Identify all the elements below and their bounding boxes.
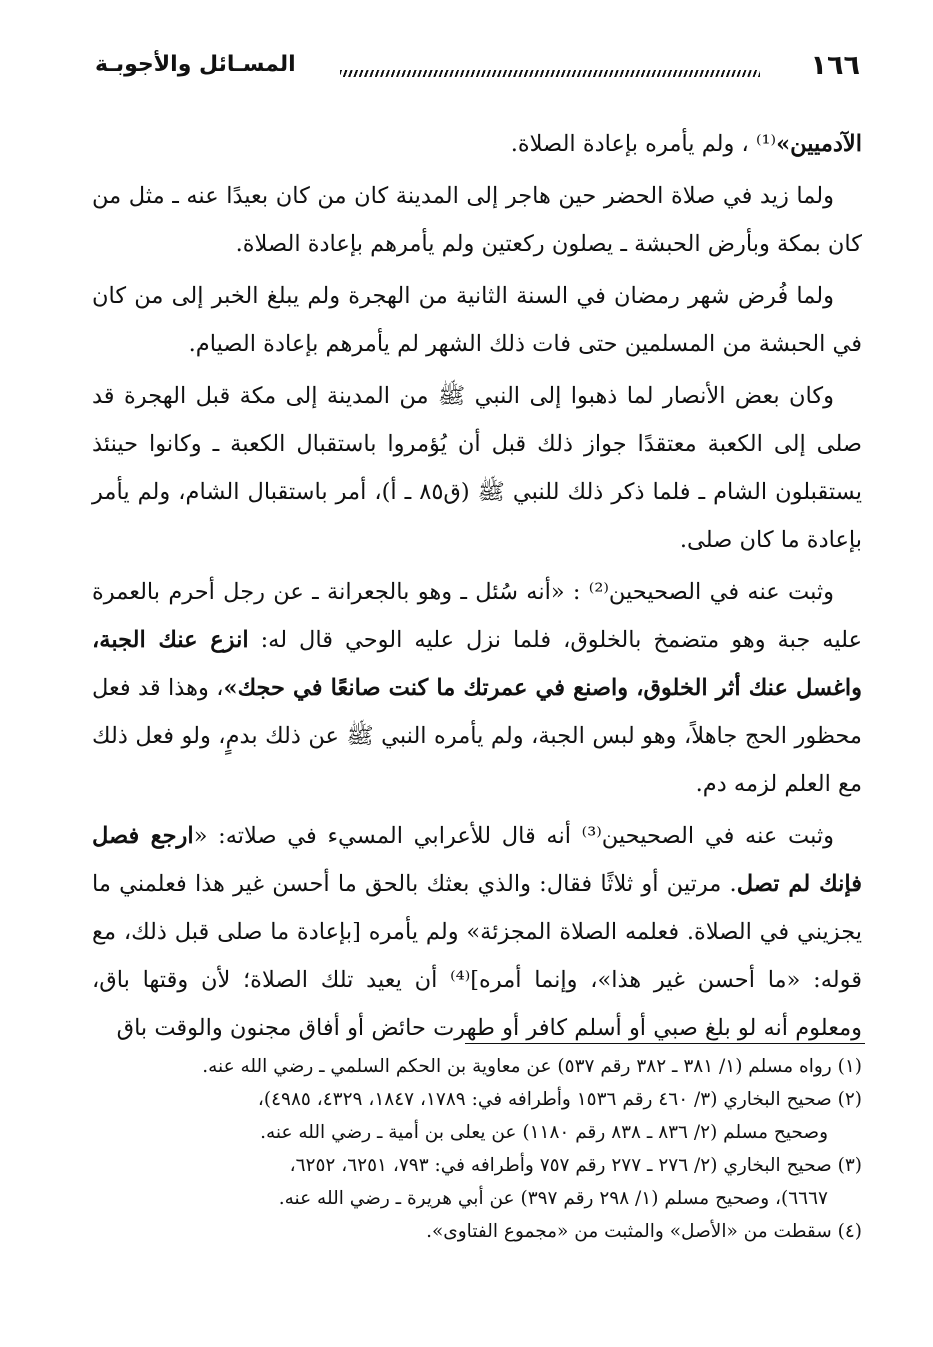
running-book-title: المسـائل والأجوبـة (95, 52, 296, 77)
paragraph-text: ⁽¹⁾ ، ولم يأمره بإعادة الصلاة. (510, 131, 777, 157)
paragraph (92, 120, 862, 168)
page-number: ١٦٦ (810, 50, 860, 81)
footnote-line: (٣) صحيح البخاري (٢/ ٢٧٦ ـ ٢٧٧ رقم ٧٥٧ وأطرافه في: ٧٩٣، ٦٢٥١، ٦٢٥٢، (289, 1155, 862, 1176)
footnote-line: وصحيح مسلم (٢/ ٨٣٦ ـ ٨٣٨ رقم ١١٨٠) عن يعلى بن أمية ـ رضي الله عنه. (260, 1122, 828, 1143)
emphasized-text: ارجع فصل فإنك لم تصل (92, 823, 862, 897)
footnote-separator (465, 1043, 865, 1044)
paragraph-text: وثبت عنه في الصحيحين⁽²⁾ : «أنه سُئل ـ وهو بالجعرانة ـ عن رجل أحرم بالعمرة عليه جبة وهو متضمخ بالخلوق، فلما نزل عليه الوحي قال له: (92, 579, 862, 653)
page-header (95, 50, 860, 92)
emphasized-text: انزع عنك الجبة، واغسل عنك أثر الخلوق، واصنع في عمرتك ما كنت صانعًا في حجك» (92, 627, 862, 701)
paragraph (92, 172, 862, 268)
footnote-line: (٤) سقطت من «الأصل» والمثبت من «مجموع الفتاوى». (426, 1221, 862, 1242)
paragraph (92, 272, 862, 368)
paragraph-text: ، وهذا قد فعل محظور الحج جاهلاً، وهو لبس الجبة، ولم يأمره النبي ﷺ عن ذلك بدمٍ، ولو فعل ذلك مع العلم لزمه دم. (92, 675, 862, 797)
paragraph-text: وثبت عنه في الصحيحين⁽³⁾ أنه قال للأعرابي المسيء في صلاته: « (193, 823, 834, 849)
paragraph (92, 568, 862, 808)
paragraph-text: . مرتين أو ثلاثًا فقال: والذي بعثك بالحق ما أحسن غير هذا فعلمني ما يجزيني في الصلاة. فعلمه الصلاة المجزئة» ولم يأمره [بإعادة ما صلى قبل ذلك، مع قوله: «ما أحسن غير هذا»، وإنما أمره]⁽⁴⁾ أن يعيد تلك الصلاة؛ لأن وقتها باق، ومعلوم أنه لو بلغ صبي أو أسلم كافر أو طهرت حائض أو أفاق مجنون والوقت باق (92, 871, 862, 1041)
paragraph (92, 372, 862, 564)
paragraph-text: ولما فُرض شهر رمضان في السنة الثانية من الهجرة ولم يبلغ الخبر إلى من كان في الحبشة من المسلمين حتى فات ذلك الشهر لم يأمرهم بإعادة الصيام. (92, 283, 862, 357)
footnotes (92, 1050, 862, 1248)
paragraph-text: وكان بعض الأنصار لما ذهبوا إلى النبي ﷺ من المدينة إلى مكة قبل الهجرة قد صلى إلى الكعبة معتقدًا جواز ذلك قبل أن يُؤمروا باستقبال الكعبة ـ وكانوا حينئذ يستقبلون الشام ـ فلما ذكر ذلك للنبي ﷺ (ق٨٥ ـ أ)، أمر باستقبال الشام، ولم يأمر بإعادة ما كان صلى. (92, 383, 862, 553)
main-text (92, 120, 862, 1056)
paragraph-text: ولما زيد في صلاة الحضر حين هاجر إلى المدينة كان من كان بعيدًا عنه ـ مثل من كان بمكة وبأرض الحبشة ـ يصلون ركعتين ولم يأمرهم بإعادة الصلاة. (92, 183, 862, 257)
footnote-line: ٦٦٦٧)، وصحيح مسلم (١/ ٢٩٨ رقم ٣٩٧) عن أبي هريرة ـ رضي الله عنه. (278, 1188, 828, 1209)
footnote-line: (٢) صحيح البخاري (٣/ ٤٦٠ رقم ١٥٣٦ وأطرافه في: ١٧٨٩، ١٨٤٧، ٤٣٢٩، ٤٩٨٥)، (257, 1089, 862, 1110)
footnote-line: (١) رواه مسلم (١/ ٣٨١ ـ ٣٨٢ رقم ٥٣٧) عن معاوية بن الحكم السلمي ـ رضي الله عنه. (202, 1056, 862, 1077)
emphasized-text: الآدميين» (776, 131, 862, 157)
paragraph (92, 812, 862, 1052)
header-decorative-rule (340, 70, 760, 77)
